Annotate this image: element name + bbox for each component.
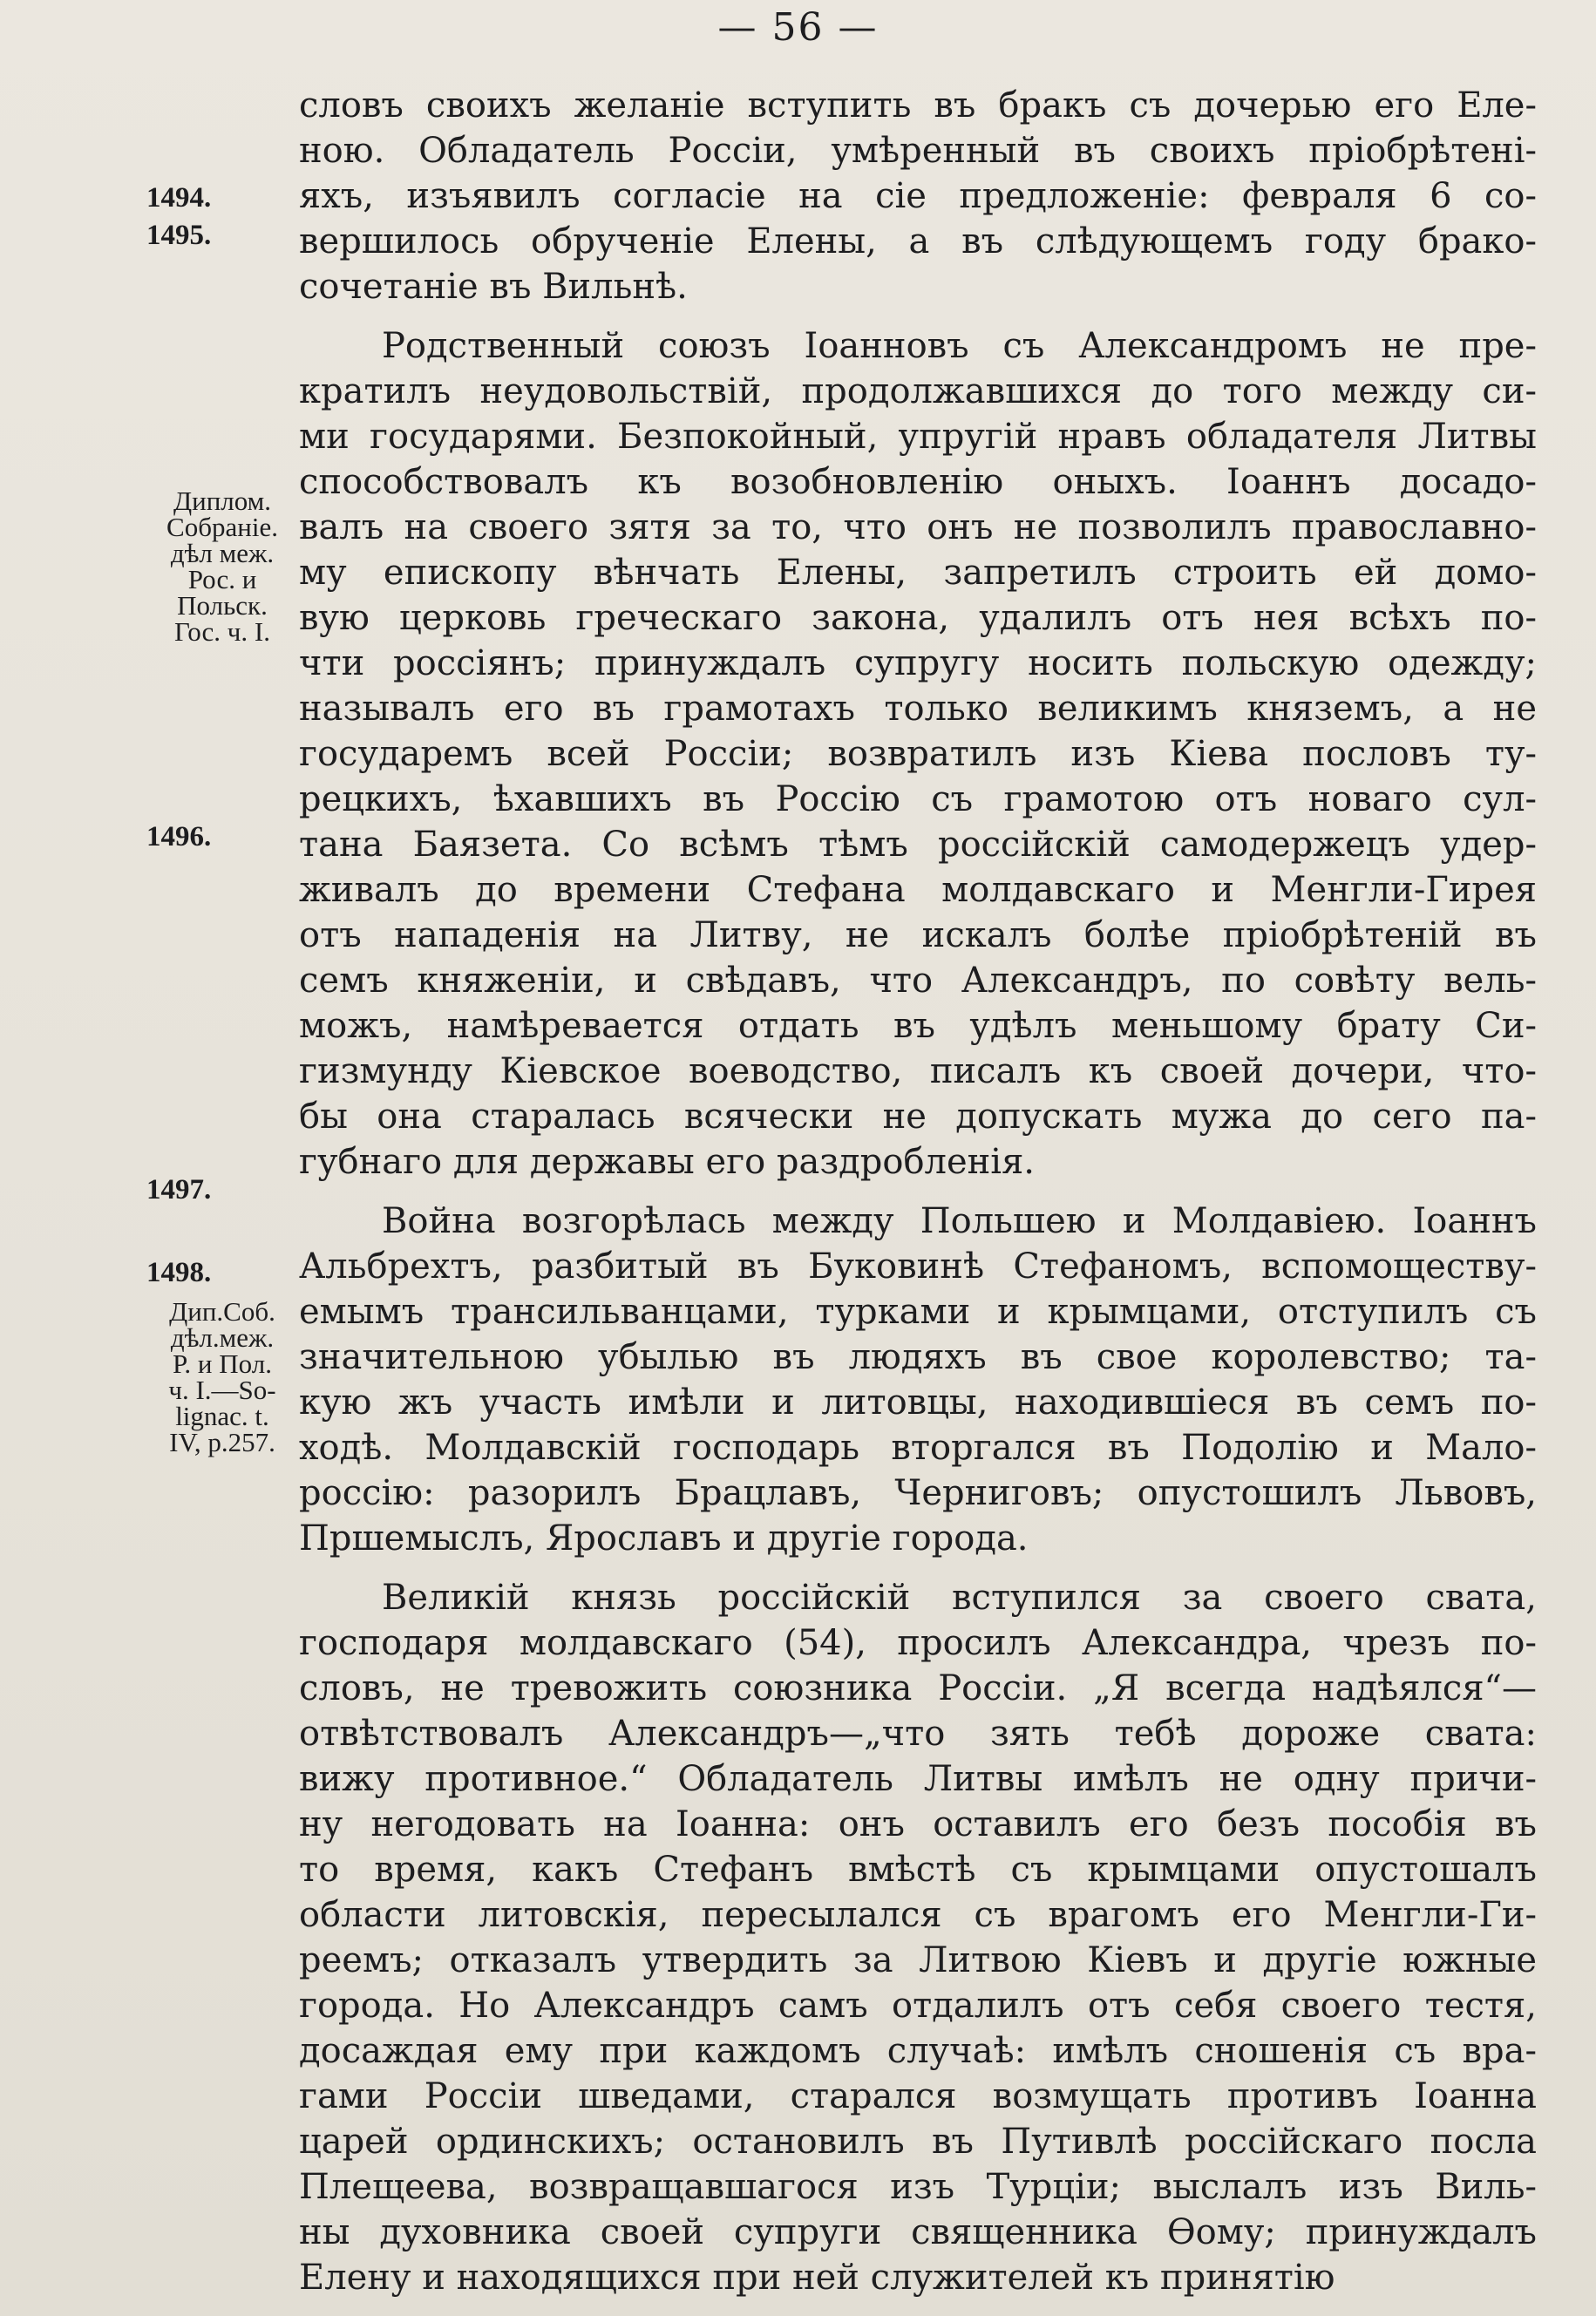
text-line: рецкихъ, ѣхавшихъ въ Россію съ грамотою отъ новаго сул- xyxy=(299,779,1537,819)
margin-year: 1494. xyxy=(146,182,212,214)
text-line: значительною убылью въ людяхъ въ свое королевство; та- xyxy=(299,1337,1537,1377)
text-line: отвѣтствовалъ Александръ—„что зять тебѣ дороже свата: xyxy=(299,1714,1537,1754)
text-line: кратилъ неудовольствій, продолжавшихся до того между си- xyxy=(299,371,1537,411)
text-line: россію: разорилъ Брацлавъ, Черниговъ; опустошилъ Львовъ, xyxy=(299,1473,1537,1513)
text-line: гизмунду Кіевское воеводство, писалъ къ своей дочери, что- xyxy=(299,1051,1537,1091)
text-line: гами Россіи шведами, старался возмущать противъ Іоанна xyxy=(299,2076,1537,2116)
text-line: словъ своихъ желаніе вступить въ бракъ съ дочерью его Еле- xyxy=(299,85,1537,126)
text-line: яхъ, изъявилъ согласіе на сіе предложеніе: февраля 6 со- xyxy=(299,176,1537,216)
text-line: Плещеева, возвращавшагося изъ Турціи; выслалъ изъ Виль- xyxy=(299,2167,1537,2207)
text-line: емымъ трансильванцами, турками и крымцами, отступилъ съ xyxy=(299,1292,1537,1332)
text-line: словъ, не тревожить союзника Россіи. „Я всегда надѣялся“— xyxy=(299,1668,1537,1708)
text-line: досаждая ему при каждомъ случаѣ: имѣлъ сношенія съ вра- xyxy=(299,2031,1537,2071)
text-line: города. Но Александръ самъ отдалилъ отъ себя своего тестя, xyxy=(299,1986,1537,2026)
text-line: живалъ до времени Стефана молдавскаго и Менгли-Гирея xyxy=(299,870,1537,910)
text-line: вую церковь греческаго закона, удалилъ отъ нея всѣхъ по- xyxy=(299,598,1537,638)
text-line: называлъ его въ грамотахъ только великимъ княземъ, а не xyxy=(299,689,1537,729)
text-line: способствовалъ къ возобновленію оныхъ. Іоаннъ досадо- xyxy=(299,462,1537,502)
text-line: Пршемыслъ, Ярославъ и другіе города. xyxy=(299,1518,1029,1559)
text-line: кую жъ участь имѣли и литовцы, находившіеся въ семъ по- xyxy=(299,1382,1537,1423)
page-number: — 56 — xyxy=(717,5,879,50)
text-line: ну негодовать на Іоанна: онъ оставилъ его безъ пособія въ xyxy=(299,1804,1537,1844)
margin-year: 1497. xyxy=(146,1174,212,1206)
text-line: ною. Обладатель Россіи, умѣренный въ своихъ пріобрѣтені- xyxy=(299,131,1537,171)
text-line: губнаго для державы его раздробленія. xyxy=(299,1142,1036,1182)
margin-year: 1496. xyxy=(146,821,212,852)
text-line: царей ординскихъ; остановилъ въ Путивлѣ россійскаго посла xyxy=(299,2122,1537,2162)
text-line: вижу противное.“ Обладатель Литвы имѣлъ не одну причи- xyxy=(299,1759,1537,1799)
text-line: чти россіянъ; принуждалъ супругу носить польскую одежду; xyxy=(299,643,1537,683)
main-text xyxy=(299,83,1537,2300)
text-line: ны духовника своей супруги священника Ѳому; принуждалъ xyxy=(299,2212,1537,2252)
text-line: семъ княженіи, и свѣдавъ, что Александръ, по совѣту вель- xyxy=(299,961,1537,1001)
text-line: Родственный союзъ Іоанновъ съ Александромъ не пре- xyxy=(382,326,1537,366)
text-line: то время, какъ Стефанъ вмѣстѣ съ крымцами опустошалъ xyxy=(299,1850,1537,1890)
text-line: области литовскія, пересылался съ врагомъ его Менгли-Ги- xyxy=(299,1895,1537,1935)
text-line: вершилось обрученіе Елены, а въ слѣдующемъ году брако- xyxy=(299,221,1537,261)
text-line: Война возгорѣлась между Польшею и Молдавіею. Іоаннъ xyxy=(382,1201,1537,1241)
text-line: Альбрехтъ, разбитый въ Буковинѣ Стефаномъ, вспомоществу- xyxy=(299,1246,1537,1287)
text-line: ми государями. Безпокойный, упругій нравъ обладателя Литвы xyxy=(299,417,1537,457)
text-line: отъ нападенія на Литву, не искалъ болѣе пріобрѣтеній въ xyxy=(299,915,1537,955)
text-line: государемъ всей Россіи; возвратилъ изъ Кіева пословъ ту- xyxy=(299,734,1537,774)
text-line: можъ, намѣревается отдать въ удѣлъ меньшому брату Си- xyxy=(299,1006,1537,1046)
margin-year: 1498. xyxy=(146,1257,212,1288)
text-line: тана Баязета. Со всѣмъ тѣмъ россійскій самодержецъ удер- xyxy=(299,825,1537,865)
text-line: валъ на своего зятя за то, что онъ не позволилъ православно- xyxy=(299,507,1537,547)
text-line: реемъ; отказалъ утвердить за Литвою Кіевъ и другіе южные xyxy=(299,1940,1537,1980)
text-line: господаря молдавскаго (54), просилъ Александра, чрезъ по- xyxy=(299,1623,1537,1663)
text-line: Елену и находящихся при ней служителей къ принятію xyxy=(299,2258,1335,2298)
margin-year: 1495. xyxy=(146,220,212,251)
text-line: Великій князь россійскій вступился за своего свата, xyxy=(382,1578,1537,1618)
margin-reference: Диплом. Собраніе. дѣл меж. Рос. и Польск. Гос. ч. I. xyxy=(166,486,278,647)
margin-reference: Дип.Соб. дѣл.меж. Р. и Пол. ч. I.—So- lignac. t. IV, p.257. xyxy=(168,1296,276,1457)
text-line: ходѣ. Молдавскій господарь вторгался въ Подолію и Мало- xyxy=(299,1428,1537,1468)
text-line: му епископу вѣнчать Елены, запретилъ строить ей домо- xyxy=(299,553,1537,593)
text-line: сочетаніе въ Вильнѣ. xyxy=(299,267,688,307)
text-line: бы она старалась всячески не допускать мужа до сего па- xyxy=(299,1097,1537,1137)
